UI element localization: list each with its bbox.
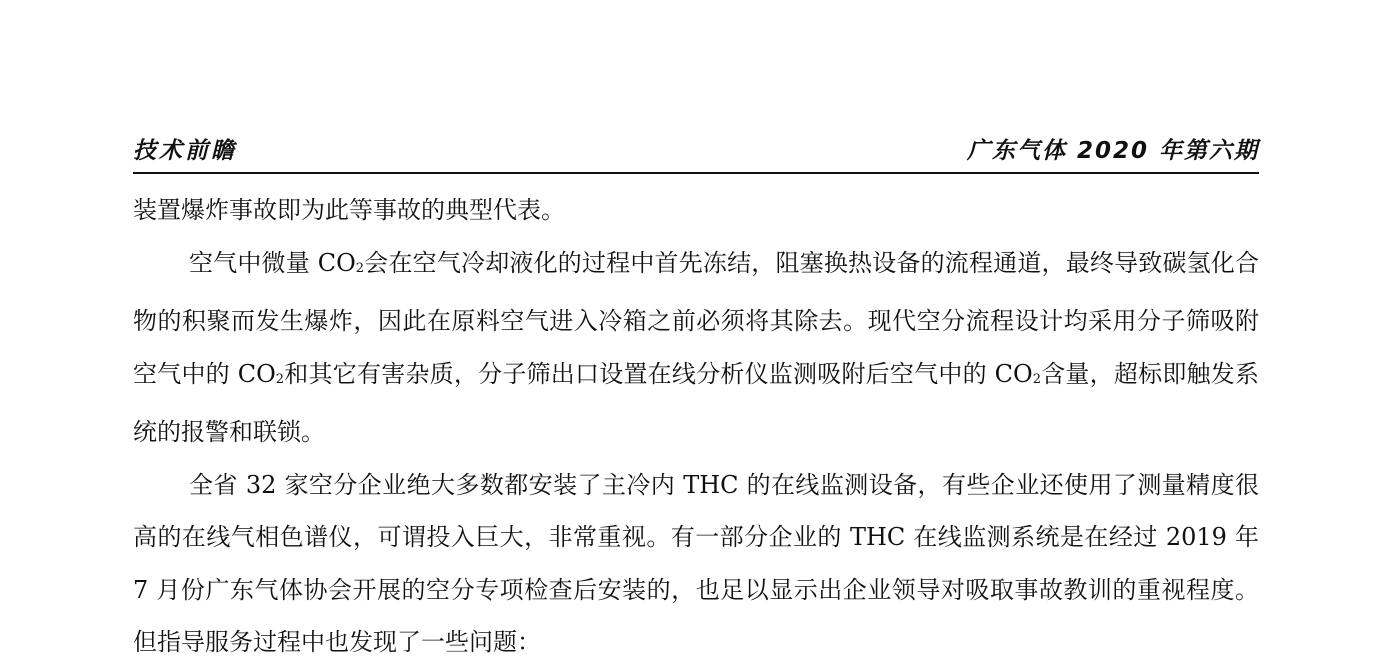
body-text [133,184,1259,669]
co2-subscript: 2 [355,260,365,276]
paragraph-3-text: 全省 32 家空分企业绝大多数都安装了主冷内 THC 的在线监测设备，有些企业还使用了测量精度很高的在线气相色谱仪，可谓投入巨大，非常重视。有一部分企业的 THC 在线监测系统是在经过 2019 年 7 月份广东气体协会开展的空分专项检查后安装的，也足以显示出企业领导对吸取事故教训的重视程度。但指导服务过程中也发现了一些问题： [133,470,1259,656]
paragraph-2-part-a: 空气中微量 CO [189,248,356,277]
paragraph-1-text: 装置爆炸事故即为此等事故的典型代表。 [133,196,565,224]
co2-subscript: 2 [1032,371,1041,387]
running-header [133,128,1259,174]
paragraph-2-part-d: 含量，超标即触发系统的报警和联锁。 [133,359,1260,446]
section-title: 技术前瞻 [133,138,237,164]
paragraph-2-part-c: 和其它有害杂质，分子筛出口设置在线分析仪监测吸附后空气中的 CO [284,359,1033,388]
paragraph-3 [133,459,1259,669]
paragraph-2-part-b: 会在空气冷却液化的过程中首先冻结，阻塞换热设备的流程通道，最终导致碳氢化合物的积聚而发生爆炸，因此在原料空气进入冷箱之前必须将其除去。现代空分流程设计均采用分子筛吸附空气中的 CO [133,248,1259,388]
paragraph-2 [133,237,1259,459]
co2-subscript: 2 [275,371,285,387]
paragraph-1 [133,184,1259,237]
journal-issue: 广东气体 2020 年第六期 [966,138,1259,164]
